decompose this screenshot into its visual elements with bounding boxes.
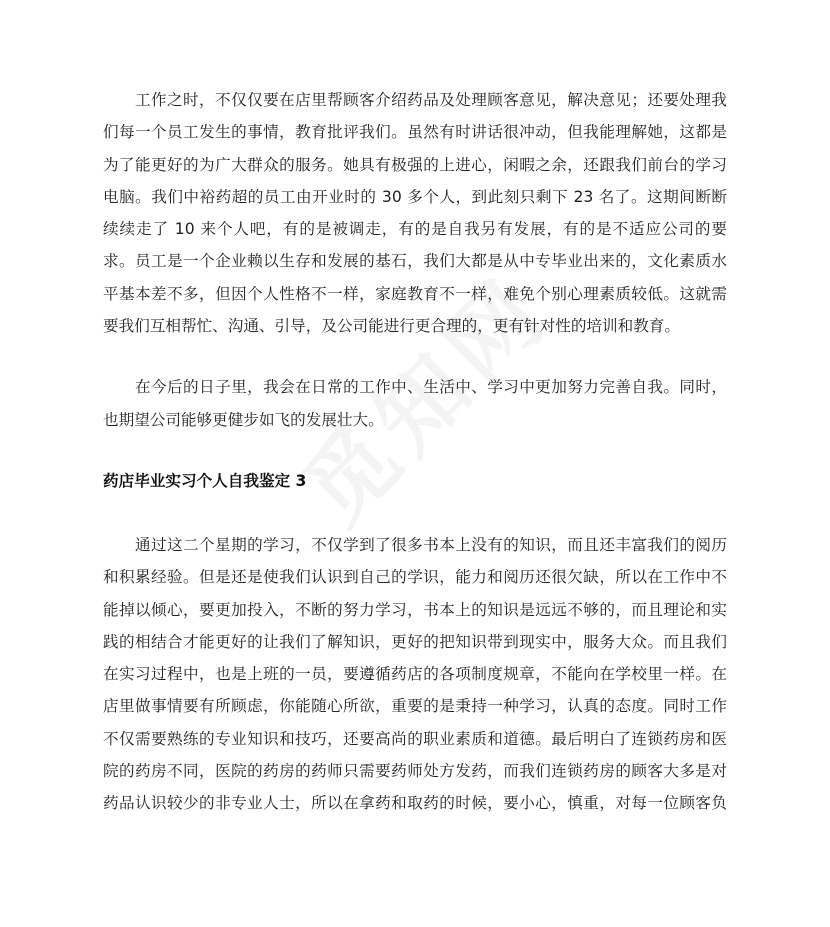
paragraph-2 [103,371,727,436]
document-body [103,84,727,849]
text-line: 践的相结合才能更好的让我们了解知识，更好的把知识带到现实中，服务大众。而且我们 [103,632,727,651]
paragraph-1 [103,84,727,342]
text-line: 能掉以倾心，要更加投入，不断的努力学习，书本上的知识是远远不够的，而且理论和实 [103,600,727,619]
text-line: 店里做事情要有所顾虑，你能随心所欲，重要的是秉持一种学习，认真的态度。同时工作 [103,697,727,716]
text-line: 不仅需要熟练的专业知识和技巧，还要高尚的职业素质和道德。最后明白了连锁药房和医 [103,729,727,748]
text-line: 院的药房不同，医院的药房的药师只需要药师处方发药，而我们连锁药房的顾客大多是对 [103,762,727,781]
text-line: 在今后的日子里，我会在日常的工作中、生活中、学习中更加努力完善自我。同时， [135,378,727,397]
text-line: 电脑。我们中裕药超的员工由开业时的 30 多个人，到此刻只剩下 23 名了。这期间断断 [103,187,727,206]
text-line: 在实习过程中，也是上班的一员，要遵循药店的各项制度规章，不能向在学校里一样。在 [103,665,727,684]
text-line: 要我们互相帮忙、沟通、引导，及公司能进行更合理的，更有针对性的培训和教育。 [103,317,680,336]
text-line: 工作之时，不仅仅要在店里帮顾客介绍药品及处理顾客意见，解决意见；还要处理我 [135,91,727,109]
text-line: 们每一个员工发生的事情，教育批评我们。虽然有时讲话很冲动，但我能理解她，这都是 [103,123,727,142]
text-line: 药品认识较少的非专业人士，所以在拿药和取药的时候，要小心，慎重，对每一位顾客负 [103,794,727,813]
text-line: 平基本差不多，但因个人性格不一样，家庭教育不一样，难免个别心理素质较低。这就需 [103,284,727,303]
text-line: 也期望公司能够更健步如飞的发展壮大。 [103,410,384,429]
text-line: 为了能更好的为广大群众的服务。她具有极强的上进心，闲暇之余，还跟我们前台的学习 [103,155,727,174]
paragraph-3 [103,529,727,820]
text-line: 通过这二个星期的学习，不仅学到了很多书本上没有的知识，而且还丰富我们的阅历 [135,535,727,554]
text-line: 续续走了 10 来个人吧，有的是被调走，有的是自我另有发展，有的是不适应公司的要 [103,220,727,239]
text-line: 和积累经验。但是还是使我们认识到自己的学识，能力和阅历还很欠缺，所以在工作中不 [103,568,727,587]
text-line: 求。员工是一个企业赖以生存和发展的基石，我们大都是从中专毕业出来的，文化素质水 [103,252,727,271]
section-heading: 药店毕业实习个人自我鉴定 3 [103,471,307,490]
